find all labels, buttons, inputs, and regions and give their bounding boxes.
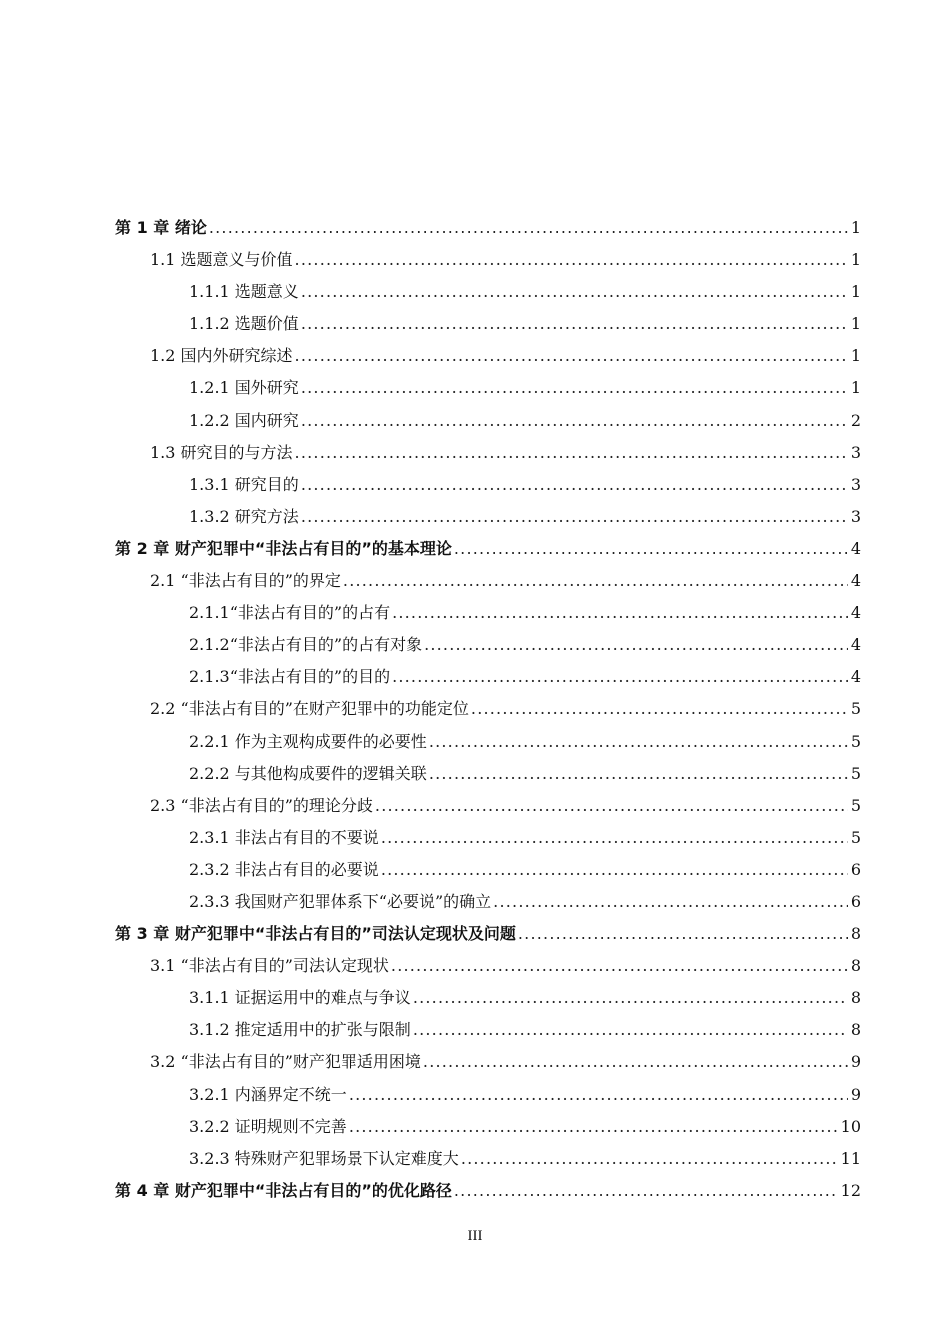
toc-chapter-entry[interactable] (115, 533, 861, 565)
toc-section-entry[interactable] (115, 790, 861, 822)
toc-dot-leader (424, 629, 848, 661)
toc-section-entry[interactable] (115, 340, 861, 372)
toc-entry-title: 2.1.2“非法占有目的”的占有对象 (189, 635, 423, 655)
toc-entry-page: 5 (850, 699, 861, 719)
toc-entry-page: 8 (850, 956, 861, 976)
toc-subsection-entry[interactable] (115, 597, 861, 629)
toc-entry-page: 4 (850, 667, 861, 687)
toc-subsection-entry[interactable] (115, 982, 861, 1014)
table-of-contents (115, 212, 861, 1207)
toc-subsection-entry[interactable] (115, 1079, 861, 1111)
toc-subsection-entry[interactable] (115, 1111, 861, 1143)
toc-entry-title: 第 2 章 财产犯罪中“非法占有目的”的基本理论 (115, 538, 452, 558)
toc-subsection-entry[interactable] (115, 886, 861, 918)
toc-subsection-entry[interactable] (115, 854, 861, 886)
toc-entry-title: 3.1 “非法占有目的”司法认定现状 (150, 956, 389, 976)
toc-dot-leader (295, 340, 848, 372)
toc-dot-leader (471, 693, 848, 725)
toc-dot-leader (301, 405, 848, 437)
toc-entry-page: 2 (850, 410, 861, 430)
toc-subsection-entry[interactable] (115, 308, 861, 340)
toc-subsection-entry[interactable] (115, 758, 861, 790)
toc-subsection-entry[interactable] (115, 469, 861, 501)
toc-dot-leader (413, 982, 848, 1014)
toc-entry-title: 第 1 章 绪论 (115, 218, 207, 237)
toc-subsection-entry[interactable] (115, 822, 861, 854)
toc-entry-page: 8 (850, 1020, 861, 1040)
toc-chapter-entry[interactable] (115, 212, 861, 244)
toc-entry-page: 1 (850, 346, 861, 366)
toc-entry-title: 3.2.1 内涵界定不统一 (189, 1084, 347, 1104)
toc-subsection-entry[interactable] (115, 661, 861, 693)
toc-dot-leader (429, 726, 848, 758)
toc-entry-page: 3 (850, 506, 861, 526)
toc-dot-leader (423, 1046, 848, 1078)
toc-chapter-entry[interactable] (115, 918, 861, 950)
toc-entry-page: 4 (850, 635, 861, 655)
toc-entry-title: 2.2 “非法占有目的”在财产犯罪中的功能定位 (150, 699, 469, 719)
toc-entry-title: 2.3 “非法占有目的”的理论分歧 (150, 795, 373, 815)
toc-entry-title: 第 4 章 财产犯罪中“非法占有目的”的优化路径 (115, 1180, 452, 1200)
toc-dot-leader (413, 1014, 848, 1046)
toc-entry-page: 4 (850, 571, 861, 591)
toc-entry-page: 1 (850, 218, 861, 237)
toc-entry-title: 3.1.2 推定适用中的扩张与限制 (189, 1020, 411, 1040)
toc-entry-title: 1.3.1 研究目的 (189, 474, 299, 494)
toc-entry-page: 8 (850, 924, 861, 944)
toc-entry-title: 2.1.1“非法占有目的”的占有 (189, 603, 391, 623)
toc-subsection-entry[interactable] (115, 276, 861, 308)
toc-dot-leader (391, 950, 848, 982)
toc-entry-title: 1.2 国内外研究综述 (150, 346, 293, 366)
toc-entry-page: 8 (850, 988, 861, 1008)
toc-dot-leader (349, 1079, 848, 1111)
toc-entry-page: 3 (850, 442, 861, 462)
toc-subsection-entry[interactable] (115, 1014, 861, 1046)
toc-entry-title: 2.1 “非法占有目的”的界定 (150, 571, 341, 591)
toc-section-entry[interactable] (115, 1046, 861, 1078)
toc-dot-leader (454, 1175, 838, 1207)
toc-entry-page: 9 (850, 1052, 861, 1072)
toc-entry-title: 2.2.2 与其他构成要件的逻辑关联 (189, 763, 427, 783)
toc-entry-title: 1.3 研究目的与方法 (150, 442, 293, 462)
toc-dot-leader (301, 501, 848, 533)
toc-entry-title: 3.2.3 特殊财产犯罪场景下认定难度大 (189, 1148, 459, 1168)
toc-entry-page: 6 (850, 891, 861, 911)
toc-dot-leader (295, 244, 848, 276)
toc-dot-leader (375, 790, 848, 822)
toc-dot-leader (295, 437, 848, 469)
toc-dot-leader (349, 1111, 838, 1143)
toc-dot-leader (381, 854, 848, 886)
toc-entry-page: 5 (850, 795, 861, 815)
toc-subsection-entry[interactable] (115, 1143, 861, 1175)
toc-entry-page: 4 (850, 538, 861, 558)
toc-entry-page: 11 (840, 1148, 861, 1168)
toc-section-entry[interactable] (115, 693, 861, 725)
toc-entry-title: 1.2.1 国外研究 (189, 378, 299, 398)
toc-entry-title: 1.2.2 国内研究 (189, 410, 299, 430)
toc-subsection-entry[interactable] (115, 629, 861, 661)
toc-dot-leader (343, 565, 848, 597)
toc-entry-title: 2.3.3 我国财产犯罪体系下“必要说”的确立 (189, 891, 492, 911)
toc-entry-title: 2.3.2 非法占有目的必要说 (189, 859, 379, 879)
toc-entry-page: 1 (850, 282, 861, 302)
toc-section-entry[interactable] (115, 244, 861, 276)
toc-entry-page: 3 (850, 474, 861, 494)
toc-dot-leader (301, 469, 848, 501)
toc-dot-leader (493, 886, 848, 918)
toc-dot-leader (392, 597, 848, 629)
toc-chapter-entry[interactable] (115, 1175, 861, 1207)
toc-entry-title: 1.1.2 选题价值 (189, 314, 299, 334)
toc-dot-leader (209, 212, 848, 244)
toc-entry-page: 1 (850, 378, 861, 398)
toc-subsection-entry[interactable] (115, 372, 861, 404)
page-number: III (467, 1228, 483, 1244)
toc-section-entry[interactable] (115, 950, 861, 982)
toc-dot-leader (392, 661, 848, 693)
toc-dot-leader (461, 1143, 838, 1175)
toc-entry-title: 1.1.1 选题意义 (189, 282, 299, 302)
toc-subsection-entry[interactable] (115, 405, 861, 437)
toc-entry-page: 1 (850, 250, 861, 270)
toc-entry-page: 12 (840, 1180, 861, 1200)
toc-subsection-entry[interactable] (115, 501, 861, 533)
toc-entry-title: 2.3.1 非法占有目的不要说 (189, 827, 379, 847)
toc-dot-leader (301, 308, 848, 340)
toc-entry-page: 4 (850, 603, 861, 623)
toc-dot-leader (518, 918, 848, 950)
toc-dot-leader (301, 276, 848, 308)
toc-entry-title: 2.1.3“非法占有目的”的目的 (189, 667, 391, 687)
toc-entry-page: 10 (840, 1116, 861, 1136)
toc-section-entry[interactable] (115, 437, 861, 469)
toc-entry-page: 6 (850, 859, 861, 879)
toc-entry-title: 3.2.2 证明规则不完善 (189, 1116, 347, 1136)
toc-entry-title: 1.3.2 研究方法 (189, 506, 299, 526)
toc-entry-title: 3.1.1 证据运用中的难点与争议 (189, 988, 411, 1008)
toc-dot-leader (454, 533, 848, 565)
toc-subsection-entry[interactable] (115, 726, 861, 758)
toc-entry-title: 第 3 章 财产犯罪中“非法占有目的”司法认定现状及问题 (115, 924, 516, 944)
toc-entry-page: 5 (850, 763, 861, 783)
toc-entry-page: 9 (850, 1084, 861, 1104)
toc-dot-leader (429, 758, 848, 790)
toc-entry-title: 3.2 “非法占有目的”财产犯罪适用困境 (150, 1052, 421, 1072)
toc-section-entry[interactable] (115, 565, 861, 597)
toc-entry-page: 1 (850, 314, 861, 334)
toc-entry-title: 1.1 选题意义与价值 (150, 250, 293, 270)
toc-dot-leader (381, 822, 848, 854)
toc-entry-page: 5 (850, 827, 861, 847)
toc-dot-leader (301, 372, 848, 404)
toc-entry-page: 5 (850, 731, 861, 751)
toc-entry-title: 2.2.1 作为主观构成要件的必要性 (189, 731, 427, 751)
